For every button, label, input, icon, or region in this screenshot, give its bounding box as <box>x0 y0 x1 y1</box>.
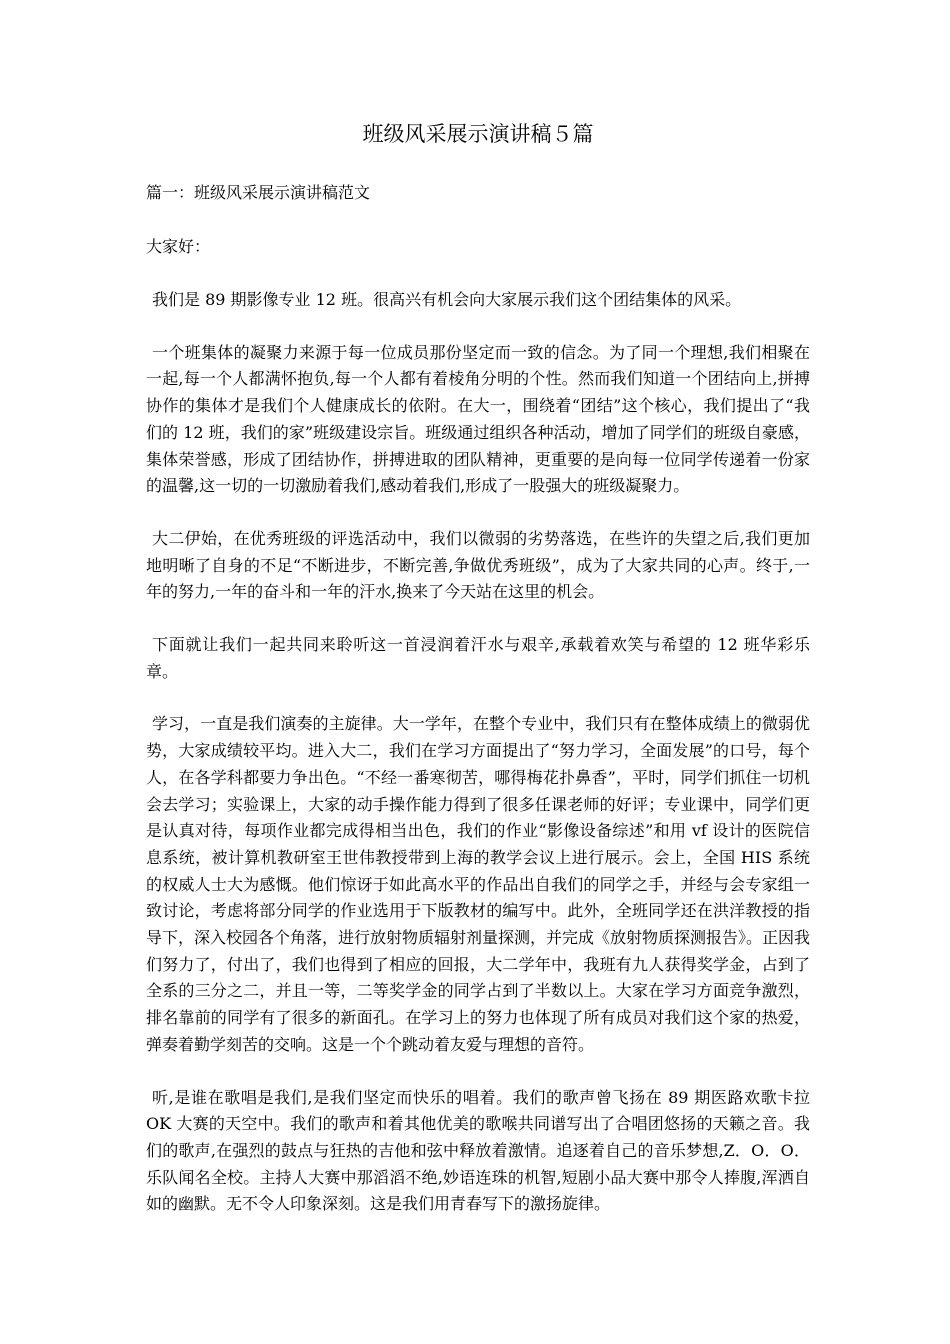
document-title: 班级风采展示演讲稿５篇 <box>362 122 594 146</box>
document-subtitle: 篇一：班级风采展示演讲稿范文 <box>146 183 371 202</box>
paragraph-second-year: 大二伊始，在优秀班级的评选活动中，我们以微弱的劣势落选，在些许的失望之后,我们更加地明晰了自身的不足“不断进步，不断完善,争做优秀班级”，成为了大家共同的心声。终于,一年的努力,一年的奋斗和一年的汗水,换来了今天站在这里的机会。 <box>146 528 810 602</box>
paragraph-cohesion: 一个班集体的凝聚力来源于每一位成员那份坚定而一致的信念。为了同一个理想,我们相聚在一起,每一个人都满怀抱负,每一个人都有着棱角分明的个性。然而我们知道一个团结向上,拼搏协作的集体才是我们个人健康成长的依附。在大一，围绕着“团结”这个核心，我们提出了“我们的 12 班，我们的家”班级建设宗旨。班级通过组织各种活动，增加了同学们的班级自豪感，集体荣誉感，形成了团结协作，拼搏进取的团队精神，更重要的是向每一位同学传递着一份家的温馨,这一切的一切激励着我们,感动着我们,形成了一股强大的班级凝聚力。 <box>146 342 810 496</box>
paragraph-transition: 下面就让我们一起共同来聆听这一首浸润着汗水与艰辛,承载着欢笑与希望的 12 班华彩乐章。 <box>146 635 810 681</box>
greeting: 大家好： <box>146 237 211 256</box>
document-page <box>146 0 810 1218</box>
paragraph-study: 学习，一直是我们演奏的主旋律。大一学年，在整个专业中，我们只有在整体成绩上的微弱优势，大家成绩较平均。进入大二，我们在学习方面提出了“努力学习，全面发展”的口号，每个人，在各学科都要力争出色。“不经一番寒彻苦，哪得梅花扑鼻香”，平时，同学们抓住一切机会去学习；实验课上，大家的动手操作能力得到了很多任课老师的好评；专业课中，同学们更是认真对待，每项作业都完成得相当出色，我们的作业“影像设备综述”和用 vf 设计的医院信息系统，被计算机教研室王世伟教授带到上海的教学会议上进行展示。会上，全国 HIS 系统的权威人士大为感慨。他们惊讶于如此高水平的作品出自我们的同学之手，并经与会专家组一致讨论，考虑将部分同学的作业选用于下版教材的编写中。此外，全班同学还在洪洋教授的指导下，深入校园各个角落，进行放射物质辐射剂量探测，并完成《放射物质探测报告》。正因我们努力了，付出了，我们也得到了相应的回报，大二学年中，我班有九人获得奖学金，占到了全系的三分之二，并且一等，二等奖学金的同学占到了半数以上。大家在学习方面竞争激烈，排名靠前的同学有了很多的新面孔。在学习上的努力也体现了所有成员对我们这个家的热爱，弹奏着勤学刻苦的交响。这是一个个跳动着友爱与理想的音符。 <box>146 714 811 1054</box>
paragraph-singing: 听,是谁在歌唱是我们,是我们坚定而快乐的唱着。我们的歌声曾飞扬在 89 期医路欢歌卡拉 OK 大赛的天空中。我们的歌声和着其他优美的歌喉共同谱写出了合唱团悠扬的天籁之音。我们的歌声,在强烈的鼓点与狂热的吉他和弦中释放着激情。追逐着自己的音乐梦想,Z．O．O．乐队闻名全校。主持人大赛中那滔滔不绝,妙语连珠的机智,短剧小品大赛中那令人捧腹,浑洒自如的幽默。无不令人印象深刻。这是我们用青春写下的激扬旋律。 <box>146 1087 810 1214</box>
paragraph-intro: 我们是 89 期影像专业 12 班。很高兴有机会向大家展示我们这个团结集体的风采。 <box>152 290 742 309</box>
